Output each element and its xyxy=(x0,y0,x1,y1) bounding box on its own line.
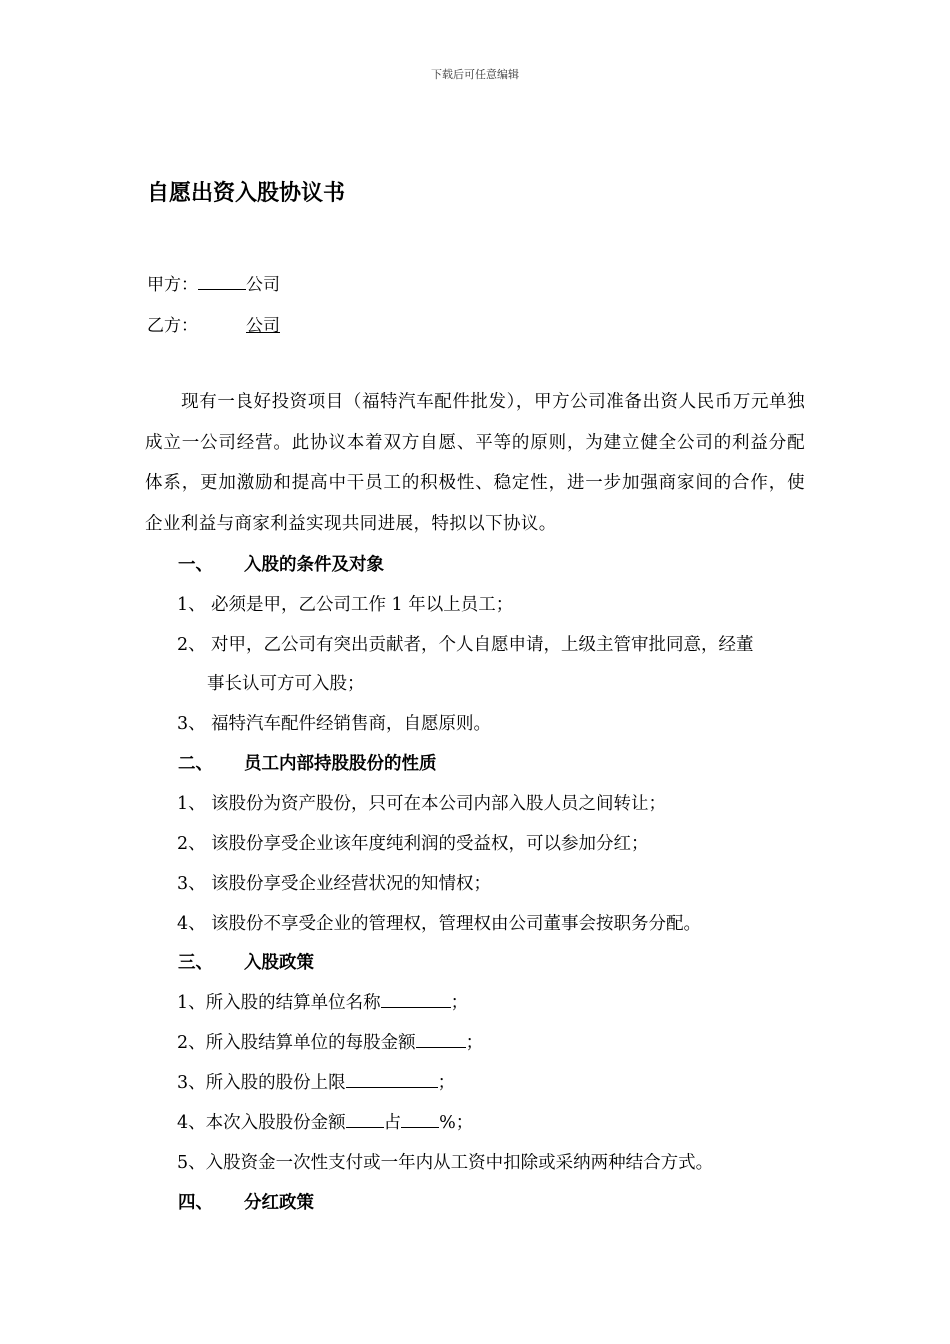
section-title: 员工内部持股股份的性质 xyxy=(244,754,437,774)
item-text: 5、入股资金一次性支付或一年内从工资中扣除或采纳两种结合方式。 xyxy=(177,1153,714,1173)
list-item xyxy=(177,870,491,895)
list-item xyxy=(177,989,468,1014)
fill-in-blank xyxy=(401,1110,439,1128)
party-a-suffix: 公司 xyxy=(246,275,280,295)
item-text: 该股份为资产股份，只可在本公司内部入股人员之间转让； xyxy=(211,794,666,814)
section-heading-2 xyxy=(178,750,437,775)
document-title: 自愿出资入股协议书 xyxy=(147,181,346,206)
item-number: 3、 xyxy=(177,714,206,734)
item-text: 4、本次入股股份金额 xyxy=(177,1113,346,1133)
list-item xyxy=(177,1069,455,1094)
intro-paragraph xyxy=(145,382,805,544)
item-text: 福特汽车配件经销售商，自愿原则。 xyxy=(211,714,491,734)
list-item xyxy=(177,631,754,656)
party-a-blank xyxy=(198,272,246,290)
item-mid: 占 xyxy=(383,1113,402,1133)
header-note: 下载后可任意编辑 xyxy=(431,68,519,81)
section-heading-1 xyxy=(178,551,384,576)
intro-text: 现有一良好投资项目（福特汽车配件批发），甲方公司准备出资人民币万元单独成立一公司经营。此协议本着双方自愿、平等的原则，为建立健全公司的利益分配体系，更加激励和提高中干员工的积极性、稳定性，进一步加强商家间的合作，使企业利益与商家利益实现共同进展，特拟以下协议。 xyxy=(145,392,805,534)
item-suffix: %； xyxy=(439,1113,474,1133)
item-text: 对甲，乙公司有突出贡献者，个人自愿申请，上级主管审批同意，经董 xyxy=(211,635,754,655)
item-number: 2、 xyxy=(177,834,206,854)
list-item xyxy=(177,1109,473,1134)
list-item xyxy=(177,790,666,815)
section-heading-4 xyxy=(178,1189,314,1214)
item-number: 1、 xyxy=(177,595,206,615)
item-text: 该股份不享受企业的管理权，管理权由公司董事会按职务分配。 xyxy=(211,914,701,934)
fill-in-blank xyxy=(416,1030,466,1048)
list-item-continuation: 事长认可方可入股； xyxy=(207,674,365,694)
fill-in-blank xyxy=(381,990,451,1008)
section-heading-3 xyxy=(178,949,314,974)
party-b-suffix: 公司 xyxy=(246,316,280,336)
party-a-line xyxy=(147,270,280,295)
item-text: 必须是甲，乙公司工作 1 年以上员工； xyxy=(211,595,514,615)
item-number: 4、 xyxy=(177,914,206,934)
party-b-line xyxy=(147,311,280,336)
fill-in-blank xyxy=(346,1070,438,1088)
item-text: 该股份享受企业该年度纯利润的受益权，可以参加分红； xyxy=(211,834,649,854)
section-number: 一、 xyxy=(178,555,213,575)
list-item xyxy=(177,830,649,855)
list-item xyxy=(177,1029,483,1054)
section-title: 分红政策 xyxy=(244,1193,314,1213)
item-number: 3、 xyxy=(177,874,206,894)
section-number: 四、 xyxy=(178,1193,213,1213)
list-item xyxy=(177,910,701,935)
item-suffix: ； xyxy=(450,993,469,1013)
list-item xyxy=(177,710,491,735)
party-b-underlined xyxy=(198,316,280,336)
item-text: 1、所入股的结算单位名称 xyxy=(177,993,381,1013)
item-suffix: ； xyxy=(465,1033,484,1053)
item-text: 3、所入股的股份上限 xyxy=(177,1073,346,1093)
section-title: 入股的条件及对象 xyxy=(244,555,384,575)
item-number: 1、 xyxy=(177,794,206,814)
fill-in-blank xyxy=(346,1110,384,1128)
item-number: 2、 xyxy=(177,635,206,655)
party-b-blank xyxy=(198,316,246,336)
section-title: 入股政策 xyxy=(244,953,314,973)
item-text: 2、所入股结算单位的每股金额 xyxy=(177,1033,416,1053)
section-number: 二、 xyxy=(178,754,213,774)
item-text: 该股份享受企业经营状况的知情权； xyxy=(211,874,491,894)
party-b-label: 乙方： xyxy=(147,316,198,336)
section-number: 三、 xyxy=(178,953,213,973)
item-suffix: ； xyxy=(437,1073,456,1093)
list-item xyxy=(177,1149,713,1174)
list-item xyxy=(177,591,513,616)
party-a-label: 甲方： xyxy=(147,275,198,295)
